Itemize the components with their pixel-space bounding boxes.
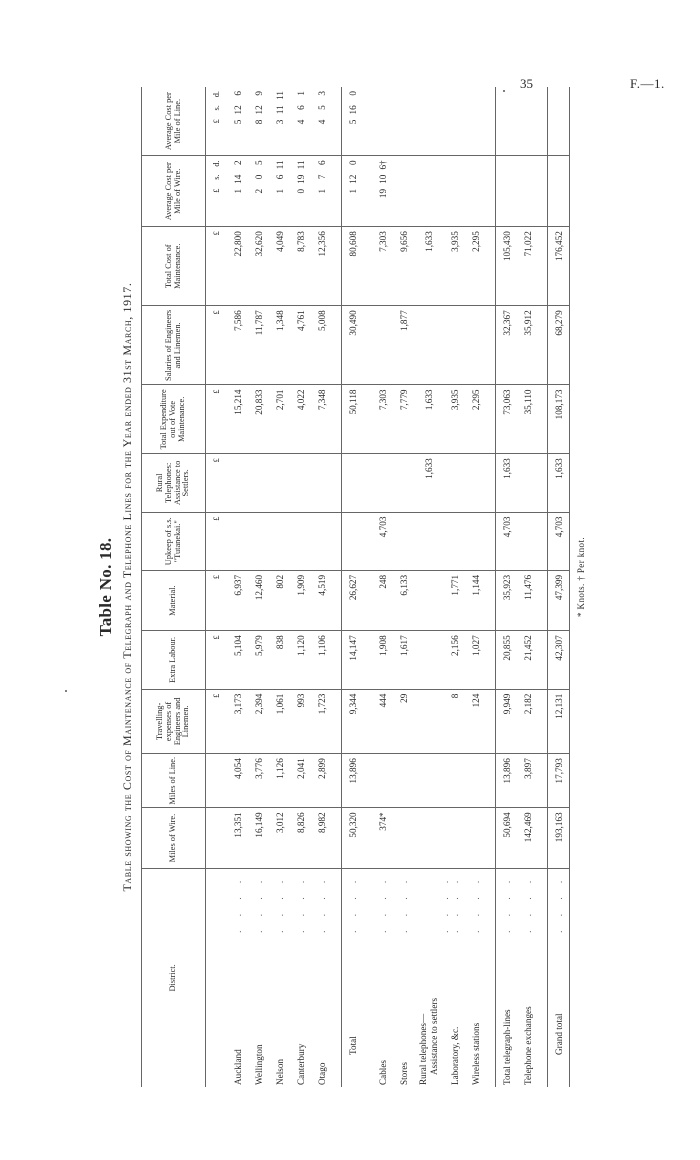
units-row — [206, 87, 228, 1087]
cell-material: 4,519 — [311, 570, 332, 630]
cell-upkeep: 4,703 — [548, 512, 570, 570]
cell-total-cost: 4,049 — [269, 227, 290, 306]
cell-total-exp: 7,779 — [393, 385, 414, 454]
cell-total-cost: 9,656 — [393, 227, 414, 306]
table-row-laboratory — [444, 87, 465, 1087]
cell-rural — [342, 454, 364, 512]
table-row-wellington — [248, 87, 269, 1087]
cell-miles-line: 4,054 — [227, 754, 248, 808]
cell-rural — [465, 454, 486, 512]
cell-miles-line — [393, 754, 414, 808]
district-cell: Total telegraph-lines . . . . — [496, 868, 518, 1087]
table-row-wireless — [465, 87, 486, 1087]
cell-miles-line — [372, 754, 393, 808]
cell-salaries — [465, 306, 486, 385]
district-cell: Wellington . . . . — [253, 874, 264, 1085]
page-number: 35 — [520, 76, 533, 91]
cell-salaries — [372, 306, 393, 385]
cell-upkeep: 4,703 — [496, 512, 518, 570]
cell-rural — [372, 454, 393, 512]
footnote: * Knots. † Per knot. — [576, 537, 586, 617]
table-row-auckland — [227, 87, 248, 1087]
cell-salaries: 5,008 — [311, 306, 332, 385]
col-upkeep: Upkeep of s.s. "Tutanekai." — [142, 512, 206, 570]
cell-avg-wire: 1 14 2 — [227, 156, 248, 227]
cell-miles-line — [414, 754, 444, 808]
cell-avg-line: 4 6 1 — [290, 87, 311, 156]
cell-travelling: 993 — [290, 689, 311, 754]
cell-avg-line — [393, 87, 414, 156]
unit-lsd: £ s. d. — [206, 156, 228, 227]
unit-pound: £ — [206, 570, 228, 630]
cell-avg-wire — [496, 156, 518, 227]
cell-total-exp: 35,110 — [517, 385, 538, 454]
cell-avg-line — [496, 87, 518, 156]
cell-avg-wire — [465, 156, 486, 227]
cell-extra-labour — [414, 631, 444, 689]
cell-total-exp: 2,295 — [465, 385, 486, 454]
unit-pound: £ — [206, 689, 228, 754]
cell-extra-labour: 1,120 — [290, 631, 311, 689]
cell-rural: 1,633 — [496, 454, 518, 512]
col-miles-wire: Miles of Wire. — [142, 808, 206, 868]
cell-travelling: 2,394 — [248, 689, 269, 754]
cell-upkeep — [414, 512, 444, 570]
district-cell: Rural telephones— Assistance to settlers . . . . — [418, 874, 450, 1085]
cell-salaries: 1,877 — [393, 306, 414, 385]
district-cell: Grand total . . . . — [548, 868, 570, 1087]
cell-total-cost: 8,783 — [290, 227, 311, 306]
district-cell: Total . . . . — [342, 868, 364, 1087]
cell-travelling: 444 — [372, 689, 393, 754]
cell-total-exp: 20,833 — [248, 385, 269, 454]
cell-material: 1,771 — [444, 570, 465, 630]
cell-travelling: 12,131 — [548, 689, 570, 754]
cell-avg-wire — [444, 156, 465, 227]
cell-travelling: 8 — [444, 689, 465, 754]
cell-miles-line: 17,793 — [548, 754, 570, 808]
cell-travelling: 1,061 — [269, 689, 290, 754]
cell-miles-wire: 50,694 — [496, 808, 518, 868]
cell-total-exp: 2,701 — [269, 385, 290, 454]
cell-miles-line: 3,897 — [517, 754, 538, 808]
cell-material: 12,460 — [248, 570, 269, 630]
document-reference: F.—1. — [630, 76, 665, 91]
cell-extra-labour: 5,104 — [227, 631, 248, 689]
cell-material: 1,909 — [290, 570, 311, 630]
cell-upkeep — [311, 512, 332, 570]
col-total-cost: Total Cost of Maintenance. — [142, 227, 206, 306]
cell-rural — [444, 454, 465, 512]
cell-avg-line — [414, 87, 444, 156]
cell-miles-wire: 50,320 — [342, 808, 364, 868]
cell-total-exp: 7,348 — [311, 385, 332, 454]
cell-total-cost: 71,022 — [517, 227, 538, 306]
cell-salaries: 35,912 — [517, 306, 538, 385]
table-row-cables — [372, 87, 393, 1087]
col-travelling: Travelling-expenses of Engineers and Linemen. — [142, 689, 206, 754]
cell-extra-labour: 1,908 — [372, 631, 393, 689]
unit-pound: £ — [206, 385, 228, 454]
cell-miles-wire — [414, 808, 444, 868]
cell-upkeep — [248, 512, 269, 570]
cell-avg-line — [517, 87, 538, 156]
table-row-otago — [311, 87, 332, 1087]
col-total-expenditure: Total Expenditure out of Vote Maintenance. — [142, 385, 206, 454]
cell-extra-labour: 20,855 — [496, 631, 518, 689]
cell-extra-labour: 42,307 — [548, 631, 570, 689]
cell-miles-line: 2,041 — [290, 754, 311, 808]
cell-extra-labour: 838 — [269, 631, 290, 689]
unit-pound: £ — [206, 227, 228, 306]
cell-avg-wire — [548, 156, 570, 227]
cell-material: 47,399 — [548, 570, 570, 630]
table-row-rural — [414, 87, 444, 1087]
cell-total-exp: 3,935 — [444, 385, 465, 454]
col-rural: Rural Telephones: Assistance to Settlers. — [142, 454, 206, 512]
cell-travelling: 1,723 — [311, 689, 332, 754]
cell-total-cost: 176,452 — [548, 227, 570, 306]
cell-extra-labour: 1,106 — [311, 631, 332, 689]
cell-avg-line — [372, 87, 393, 156]
table-body — [206, 87, 570, 1087]
cell-miles-line: 13,896 — [496, 754, 518, 808]
cell-travelling — [414, 689, 444, 754]
cell-miles-wire: 193,163 — [548, 808, 570, 868]
spacer-row — [486, 87, 496, 1087]
cell-upkeep — [290, 512, 311, 570]
col-material: Material. — [142, 570, 206, 630]
cell-salaries — [444, 306, 465, 385]
cell-salaries: 11,787 — [248, 306, 269, 385]
cell-rural — [517, 454, 538, 512]
cell-avg-wire — [414, 156, 444, 227]
cell-extra-labour: 1,617 — [393, 631, 414, 689]
cell-avg-line: 4 5 3 — [311, 87, 332, 156]
cell-upkeep — [269, 512, 290, 570]
cell-extra-labour: 2,156 — [444, 631, 465, 689]
cell-travelling: 9,949 — [496, 689, 518, 754]
cell-total-cost: 22,800 — [227, 227, 248, 306]
cell-rural — [290, 454, 311, 512]
cell-total-cost: 2,295 — [465, 227, 486, 306]
cell-salaries: 68,279 — [548, 306, 570, 385]
cell-travelling: 3,173 — [227, 689, 248, 754]
district-cell: Laboratory, &c. . . . . — [449, 874, 460, 1085]
cell-upkeep — [227, 512, 248, 570]
cell-extra-labour: 1,027 — [465, 631, 486, 689]
cell-miles-line — [444, 754, 465, 808]
cell-miles-line: 1,126 — [269, 754, 290, 808]
unit-pound: £ — [206, 306, 228, 385]
unit-lsd: £ s. d. — [206, 87, 228, 156]
cell-upkeep — [444, 512, 465, 570]
cell-upkeep: 4,703 — [372, 512, 393, 570]
cell-travelling: 124 — [465, 689, 486, 754]
table-row-grand — [548, 87, 570, 1087]
table-row-tel-exch — [517, 87, 538, 1087]
cell-avg-line — [444, 87, 465, 156]
cell-total-cost: 7,303 — [372, 227, 393, 306]
cell-material: 11,476 — [517, 570, 538, 630]
cell-rural: 1,633 — [548, 454, 570, 512]
cell-miles-wire: 142,469 — [517, 808, 538, 868]
district-cell: Wireless stations . . . . — [470, 874, 481, 1085]
cell-avg-wire: 0 19 11 — [290, 156, 311, 227]
district-cell: Cables . . . . — [377, 874, 388, 1085]
cell-material: 802 — [269, 570, 290, 630]
cell-miles-wire: 16,149 — [248, 808, 269, 868]
cell-material: 6,133 — [393, 570, 414, 630]
cell-salaries: 32,367 — [496, 306, 518, 385]
cell-total-exp: 1,633 — [414, 385, 444, 454]
unit-pound: £ — [206, 454, 228, 512]
cell-total-cost: 80,608 — [342, 227, 364, 306]
cell-material: 248 — [372, 570, 393, 630]
cell-travelling: 29 — [393, 689, 414, 754]
cell-upkeep — [342, 512, 364, 570]
cell-miles-wire: 8,982 — [311, 808, 332, 868]
cell-total-exp: 4,022 — [290, 385, 311, 454]
cell-avg-wire: 1 12 0 — [342, 156, 364, 227]
cell-miles-wire — [393, 808, 414, 868]
cell-avg-wire — [393, 156, 414, 227]
spacer-row — [538, 87, 548, 1087]
district-cell: Stores . . . . — [398, 874, 409, 1085]
cell-total-exp: 108,173 — [548, 385, 570, 454]
district-cell: Nelson . . . . — [274, 874, 285, 1085]
cell-miles-wire: 8,826 — [290, 808, 311, 868]
cell-extra-labour: 14,147 — [342, 631, 364, 689]
cell-salaries: 7,586 — [227, 306, 248, 385]
cell-material — [414, 570, 444, 630]
table-row-total — [342, 87, 364, 1087]
cell-miles-line — [465, 754, 486, 808]
cell-total-cost: 32,620 — [248, 227, 269, 306]
cell-rural — [311, 454, 332, 512]
spacer-row — [332, 87, 342, 1087]
col-miles-line: Miles of Line. — [142, 754, 206, 808]
cell-material: 26,627 — [342, 570, 364, 630]
cell-miles-wire: 374* — [372, 808, 393, 868]
stray-mark — [65, 690, 67, 692]
district-cell: Auckland . . . . — [232, 874, 243, 1085]
cell-salaries: 30,490 — [342, 306, 364, 385]
col-salaries: Salaries of Engineers and Linemen. — [142, 306, 206, 385]
cell-rural — [248, 454, 269, 512]
maintenance-cost-table — [141, 87, 570, 1087]
rotated-table-sheet — [96, 87, 656, 1087]
table-row-tel-lines — [496, 87, 518, 1087]
cell-total-exp: 73,063 — [496, 385, 518, 454]
cell-material: 1,144 — [465, 570, 486, 630]
cell-avg-line: 5 12 6 — [227, 87, 248, 156]
cell-upkeep — [465, 512, 486, 570]
table-title: Table showing the Cost of Maintenance of Telegraph and Telephone Lines for the Year ended 31st March, 1917. — [120, 282, 134, 892]
cell-travelling: 2,182 — [517, 689, 538, 754]
cell-extra-labour: 21,452 — [517, 631, 538, 689]
cell-total-cost: 12,356 — [311, 227, 332, 306]
unit-pound: £ — [206, 631, 228, 689]
cell-miles-wire — [465, 808, 486, 868]
cell-total-exp: 50,118 — [342, 385, 364, 454]
cell-upkeep — [517, 512, 538, 570]
cell-avg-line: 8 12 9 — [248, 87, 269, 156]
cell-miles-line: 3,776 — [248, 754, 269, 808]
cell-miles-wire: 3,012 — [269, 808, 290, 868]
cell-avg-wire: 19 10 6† — [372, 156, 393, 227]
cell-avg-wire: 1 7 6 — [311, 156, 332, 227]
table-row-stores — [393, 87, 414, 1087]
table-row-canterbury — [290, 87, 311, 1087]
cell-total-exp: 15,214 — [227, 385, 248, 454]
cell-material: 6,937 — [227, 570, 248, 630]
cell-avg-line: 5 16 0 — [342, 87, 364, 156]
cell-avg-line — [465, 87, 486, 156]
spacer-row — [363, 87, 372, 1087]
cell-total-cost: 3,935 — [444, 227, 465, 306]
header-row — [142, 87, 206, 1087]
cell-miles-line: 13,896 — [342, 754, 364, 808]
cell-miles-wire — [444, 808, 465, 868]
table-number: Table No. 18. — [96, 537, 115, 637]
cell-total-exp: 7,303 — [372, 385, 393, 454]
cell-rural — [269, 454, 290, 512]
cell-miles-line: 2,899 — [311, 754, 332, 808]
col-district: District. — [142, 868, 206, 1087]
cell-salaries: 1,348 — [269, 306, 290, 385]
cell-avg-line — [548, 87, 570, 156]
cell-salaries: 4,761 — [290, 306, 311, 385]
col-extra-labour: Extra Labour. — [142, 631, 206, 689]
cell-extra-labour: 5,979 — [248, 631, 269, 689]
cell-avg-wire — [517, 156, 538, 227]
cell-total-cost: 1,633 — [414, 227, 444, 306]
cell-avg-wire: 2 0 5 — [248, 156, 269, 227]
cell-salaries — [414, 306, 444, 385]
unit-pound: £ — [206, 512, 228, 570]
district-cell: Canterbury . . . . — [295, 874, 306, 1085]
cell-total-cost: 105,430 — [496, 227, 518, 306]
cell-avg-line: 3 11 11 — [269, 87, 290, 156]
cell-material: 35,923 — [496, 570, 518, 630]
col-avg-wire: Average Cost per Mile of Wire. — [142, 156, 206, 227]
cell-avg-wire: 1 6 11 — [269, 156, 290, 227]
table-row-nelson — [269, 87, 290, 1087]
cell-rural: 1,633 — [414, 454, 444, 512]
col-avg-line: Average Cost per Mile of Line. — [142, 87, 206, 156]
cell-rural — [227, 454, 248, 512]
cell-travelling: 9,344 — [342, 689, 364, 754]
district-cell: Telephone exchanges . . . . — [522, 874, 533, 1085]
cell-rural — [393, 454, 414, 512]
cell-upkeep — [393, 512, 414, 570]
district-cell: Otago . . . . — [316, 874, 327, 1085]
cell-miles-wire: 13,351 — [227, 808, 248, 868]
